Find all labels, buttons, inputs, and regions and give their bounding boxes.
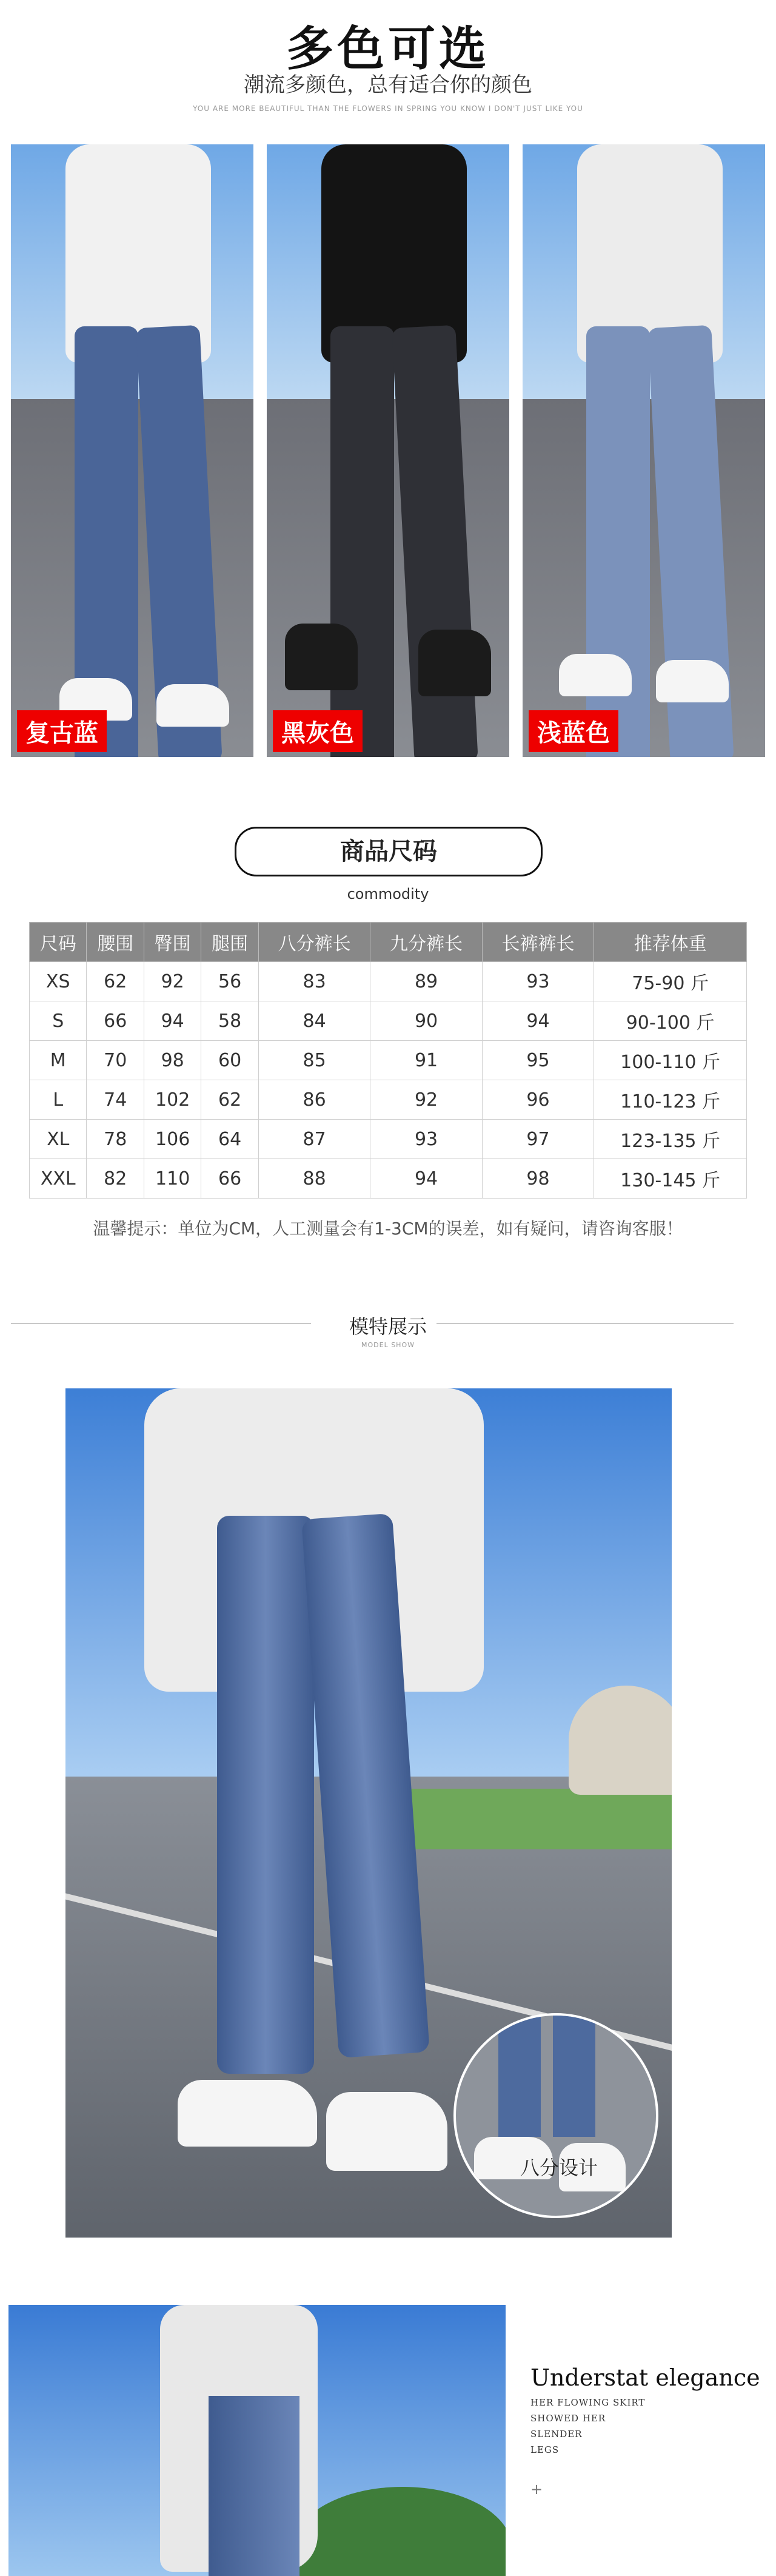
size-value-cell: 62 xyxy=(87,962,144,1001)
size-label-cell: XS xyxy=(30,962,87,1001)
size-value-cell: 98 xyxy=(482,1159,594,1199)
size-value-cell: 84 xyxy=(258,1001,370,1041)
size-value-cell: 92 xyxy=(144,962,201,1001)
column-header: 九分裤长 xyxy=(370,923,482,962)
size-value-cell: 93 xyxy=(482,962,594,1001)
size-label-cell: S xyxy=(30,1001,87,1041)
detail-jeans xyxy=(553,2016,595,2137)
model-sneaker xyxy=(326,2092,447,2171)
model-jeans-left xyxy=(217,1516,314,2074)
size-value-cell: 90 xyxy=(370,1001,482,1041)
section-subtitle: 潮流多颜色，总有适合你的颜色 xyxy=(244,73,532,97)
photo-grass xyxy=(381,1789,672,1849)
model-boot xyxy=(285,624,358,690)
size-value-cell: 85 xyxy=(258,1041,370,1080)
elegance-title: Understat elegance xyxy=(530,2364,760,2391)
size-table-row xyxy=(30,1159,747,1199)
size-value-cell: 100-110 斤 xyxy=(594,1041,747,1080)
color-option-retro-blue[interactable] xyxy=(11,144,253,757)
color-option-light-blue[interactable] xyxy=(523,144,765,757)
column-header: 八分裤长 xyxy=(258,923,370,962)
size-value-cell: 97 xyxy=(482,1120,594,1159)
size-value-cell: 82 xyxy=(87,1159,144,1199)
size-value-cell: 91 xyxy=(370,1041,482,1080)
size-value-cell: 96 xyxy=(482,1080,594,1120)
model-shoe xyxy=(656,660,729,702)
size-value-cell: 58 xyxy=(201,1001,258,1041)
photo-rock xyxy=(569,1686,672,1795)
size-value-cell: 94 xyxy=(482,1001,594,1041)
size-section-subtitle: commodity xyxy=(347,886,429,903)
size-table-row xyxy=(30,1120,747,1159)
section-english-caption: YOU ARE MORE BEAUTIFUL THAN THE FLOWERS IN SPRING YOU KNOW I DON'T JUST LIKE YOU xyxy=(193,104,583,113)
size-value-cell: 93 xyxy=(370,1120,482,1159)
size-table xyxy=(29,922,747,1199)
size-value-cell: 56 xyxy=(201,962,258,1001)
size-value-cell: 62 xyxy=(201,1080,258,1120)
elegance-line: HER FLOWING SKIRT xyxy=(530,2397,646,2408)
model-section-english: MODEL SHOW xyxy=(361,1341,415,1349)
detail-zoom-circle xyxy=(453,2013,658,2218)
bottom-model-photo xyxy=(8,2305,506,2576)
size-value-cell: 66 xyxy=(201,1159,258,1199)
size-value-cell: 88 xyxy=(258,1159,370,1199)
size-value-cell: 74 xyxy=(87,1080,144,1120)
size-label-cell: M xyxy=(30,1041,87,1080)
elegance-line: SLENDER xyxy=(530,2429,583,2440)
model-section-title: 模特展示 xyxy=(349,1315,427,1338)
column-header: 腿围 xyxy=(201,923,258,962)
detail-jeans xyxy=(498,2016,541,2137)
detail-label: 八分设计 xyxy=(520,2156,598,2179)
size-table-header-row xyxy=(30,923,747,962)
size-value-cell: 92 xyxy=(370,1080,482,1120)
column-header: 腰围 xyxy=(87,923,144,962)
column-header: 臀围 xyxy=(144,923,201,962)
model-sneaker xyxy=(178,2080,317,2147)
size-section-title: 商品尺码 xyxy=(235,827,543,876)
size-value-cell: 66 xyxy=(87,1001,144,1041)
size-value-cell: 110-123 斤 xyxy=(594,1080,747,1120)
column-header: 尺码 xyxy=(30,923,87,962)
size-value-cell: 130-145 斤 xyxy=(594,1159,747,1199)
size-value-cell: 98 xyxy=(144,1041,201,1080)
model-jeans xyxy=(209,2396,299,2576)
size-value-cell: 87 xyxy=(258,1120,370,1159)
section-title: 多色可选 xyxy=(286,22,490,76)
size-table-row xyxy=(30,1001,747,1041)
size-value-cell: 123-135 斤 xyxy=(594,1120,747,1159)
model-shoe xyxy=(559,654,632,696)
column-header: 推荐体重 xyxy=(594,923,747,962)
size-table-row xyxy=(30,1080,747,1120)
size-value-cell: 86 xyxy=(258,1080,370,1120)
size-table-row xyxy=(30,962,747,1001)
size-value-cell: 78 xyxy=(87,1120,144,1159)
size-tip: 温馨提示：单位为CM，人工测量会有1-3CM的误差，如有疑问，请咨询客服！ xyxy=(93,1219,683,1239)
column-header: 长裤裤长 xyxy=(482,923,594,962)
size-value-cell: 106 xyxy=(144,1120,201,1159)
size-value-cell: 94 xyxy=(144,1001,201,1041)
size-value-cell: 70 xyxy=(87,1041,144,1080)
size-label-cell: L xyxy=(30,1080,87,1120)
color-option-black-gray[interactable] xyxy=(267,144,509,757)
size-value-cell: 95 xyxy=(482,1041,594,1080)
elegance-line: LEGS xyxy=(530,2444,560,2455)
size-label-cell: XXL xyxy=(30,1159,87,1199)
size-value-cell: 60 xyxy=(201,1041,258,1080)
size-value-cell: 83 xyxy=(258,962,370,1001)
color-label: 浅蓝色 xyxy=(529,710,618,752)
model-boot xyxy=(418,630,491,696)
elegance-line: SHOWED HER xyxy=(530,2413,606,2424)
size-value-cell: 89 xyxy=(370,962,482,1001)
size-table-row xyxy=(30,1041,747,1080)
size-value-cell: 64 xyxy=(201,1120,258,1159)
size-value-cell: 75-90 斤 xyxy=(594,962,747,1001)
size-value-cell: 110 xyxy=(144,1159,201,1199)
model-photo xyxy=(65,1388,672,2238)
plus-icon: + xyxy=(530,2481,543,2498)
color-label: 黑灰色 xyxy=(273,710,363,752)
size-value-cell: 90-100 斤 xyxy=(594,1001,747,1041)
size-label-cell: XL xyxy=(30,1120,87,1159)
size-value-cell: 94 xyxy=(370,1159,482,1199)
color-label: 复古蓝 xyxy=(17,710,107,752)
model-shoe xyxy=(156,684,229,727)
model-jeans-left xyxy=(330,326,394,757)
size-value-cell: 102 xyxy=(144,1080,201,1120)
